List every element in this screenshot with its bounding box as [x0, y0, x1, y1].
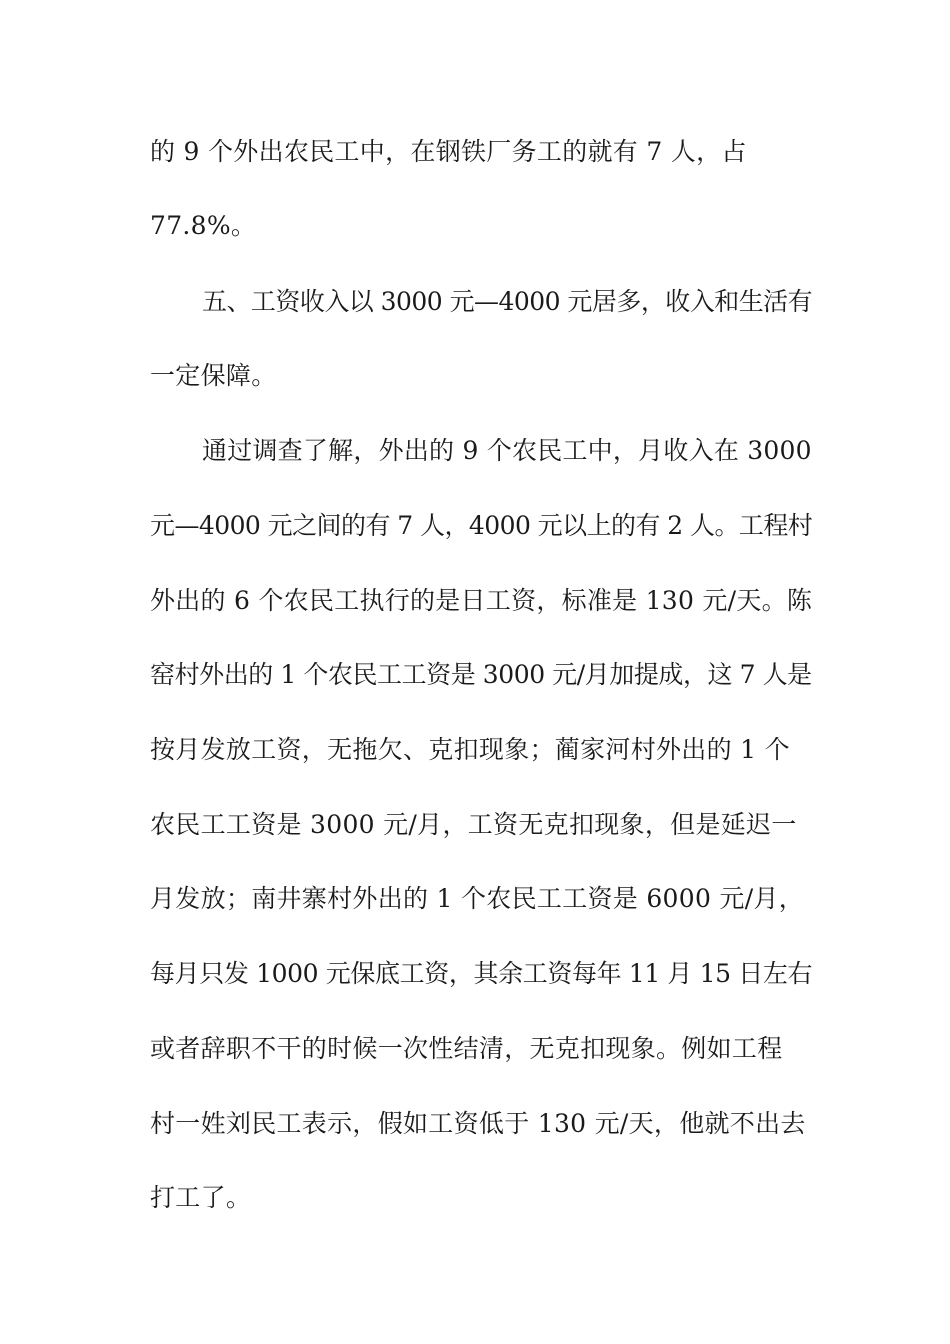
paragraph-line: 的 9 个外出农民工中，在钢铁厂务工的就有 7 人，占 — [150, 137, 747, 166]
paragraph-line: 或者辞职不干的时候一次性结清，无克扣现象。例如工程 — [150, 1034, 783, 1063]
paragraph-line: 月发放；南井寨村外出的 1 个农民工工资是 6000 元/月， — [150, 884, 805, 913]
section-heading-line: 五、工资收入以 3000 元—4000 元居多，收入和生活有 — [202, 287, 813, 316]
paragraph-line: 农民工工资是 3000 元/月，工资无克扣现象，但是延迟一 — [150, 810, 797, 839]
paragraph-line: 村一姓刘民工表示，假如工资低于 130 元/天，他就不出去 — [150, 1109, 806, 1138]
section-heading-line: 一定保障。 — [150, 361, 277, 390]
paragraph-line: 窑村外出的 1 个农民工工资是 3000 元/月加提成，这 7 人是 — [150, 660, 812, 689]
paragraph-line: 每月只发 1000 元保底工资，其余工资每年 11 月 15 日左右 — [150, 959, 813, 988]
paragraph-line: 外出的 6 个农民工执行的是日工资，标准是 130 元/天。陈 — [150, 586, 813, 615]
paragraph-line: 通过调查了解，外出的 9 个农民工中，月收入在 3000 — [202, 436, 812, 465]
paragraph-line: 按月发放工资，无拖欠、克扣现象；蔺家河村外出的 1 个 — [150, 735, 790, 764]
paragraph-line: 元—4000 元之间的有 7 人，4000 元以上的有 2 人。工程村 — [150, 511, 813, 540]
paragraph-line: 77.8%。 — [150, 211, 257, 240]
paragraph-line: 打工了。 — [150, 1183, 252, 1212]
